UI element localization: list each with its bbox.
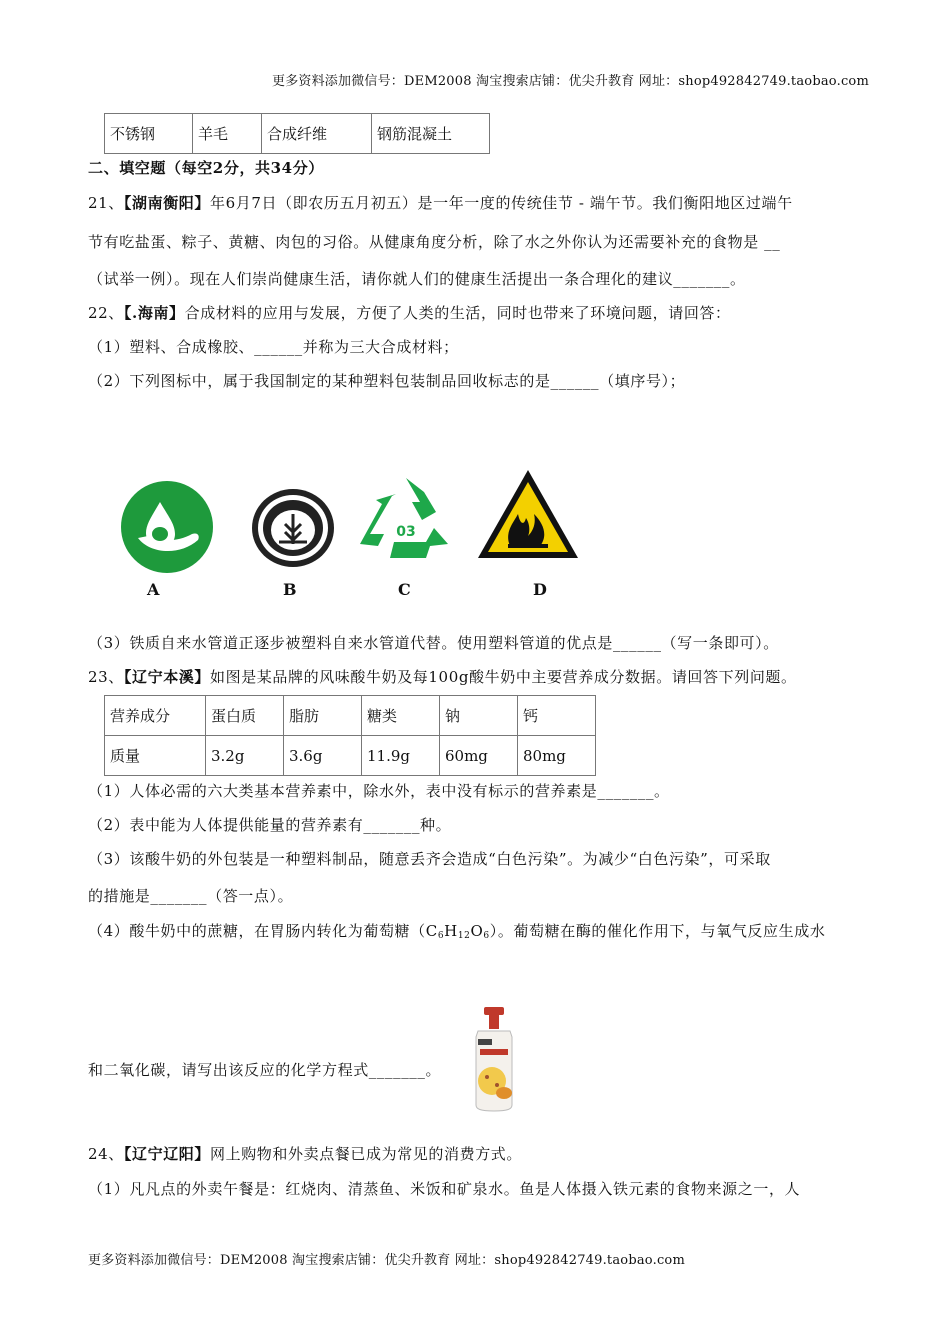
question-22-part3: （3）铁质自来水管道正逐步被塑料自来水管道代替。使用塑料管道的优点是______（写一条即可）。 [88,634,779,652]
question-22-part2: （2）下列图标中，属于我国制定的某种塑料包装制品回收标志的是______（填序号）； [88,372,686,390]
question-21-line1 [88,192,793,213]
question-text: 网上购物和外卖点餐已成为常见的消费方式。 [210,1145,523,1163]
table-header-cell: 钙 [518,696,596,736]
question-23-part1: （1）人体必需的六大类基本营养素中，除水外，表中没有标示的营养素是_______。 [88,782,670,800]
question-number: 22、 [88,304,124,322]
recycle-03-logo-icon [356,472,456,564]
question-number: 23、 [88,668,124,686]
question-24-part1: （1）凡凡点的外卖午餐是：红烧肉、清蒸鱼、米饭和矿泉水。鱼是人体摄入铁元素的食物来源之一，人 [88,1180,801,1198]
question-source: 【辽宁本溪】 [123,668,210,686]
question-text: 年6月7日（即农历五月初五）是一年一度的传统佳节 - 端午节。我们衡阳地区过端午 [210,194,793,212]
water-saving-logo-icon [120,480,214,574]
question-text: 合成材料的应用与发展，方便了人类的生活，同时也带来了环境问题，请回答： [184,304,731,322]
page-footer: 更多资料添加微信号：DEM2008 淘宝搜索店铺：优尖升教育 网址：shop492842749.taobao.com [88,1253,685,1268]
table-cell: 羊毛 [193,114,262,154]
logo-label-c: C [398,580,411,599]
question-22-part1: （1）塑料、合成橡胶、______并称为三大合成材料； [88,338,459,356]
logo-label-b: B [283,580,297,599]
formula-text: O [470,922,484,940]
question-text: 如图是某品牌的风味酸牛奶及每100g酸牛奶中主要营养成分数据。请回答下列问题。 [210,668,797,686]
logo-label-a: A [147,580,160,599]
table-header-cell: 脂肪 [284,696,362,736]
question-number: 21、 [88,194,124,212]
question-23-part3a: （3）该酸牛奶的外包装是一种塑料制品，随意丢齐会造成“白色污染”。为减少“白色污染”，可采取 [88,850,771,868]
table-cell: 80mg [518,736,596,776]
table-cell: 合成纤维 [262,114,372,154]
table-header-cell: 蛋白质 [206,696,284,736]
question-21-line2: 节有吃盐蛋、粽子、黄糖、肉包的习俗。从健康角度分析，除了水之外你认为还需要补充的食物是 __ [88,233,781,251]
question-21-line3: （试举一例）。现在人们崇尚健康生活，请你就人们的健康生活提出一条合理化的建议_______。 [88,270,746,288]
question-source: 【.海南】 [123,304,185,322]
subscript: 6 [437,931,445,941]
table-cell: 3.6g [284,736,362,776]
materials-table [104,113,490,154]
question-23-part2: （2）表中能为人体提供能量的营养素有_______种。 [88,816,452,834]
question-source: 【辽宁辽阳】 [123,1145,210,1163]
table-cell: 3.2g [206,736,284,776]
table-cell: 不锈钢 [105,114,193,154]
yogurt-bottle-image [470,1005,518,1113]
table-header-cell: 营养成分 [105,696,206,736]
section-title: 二、填空题（每空2分，共34分） [88,159,324,177]
formula-text: ）。葡萄糖在酶的催化作用下，与氧气反应生成水 [489,922,826,940]
question-number: 24、 [88,1145,124,1163]
recycle-code: 03 [396,524,416,540]
table-cell: 质量 [105,736,206,776]
question-23-part4a [88,920,825,941]
formula-text: （4）酸牛奶中的蔗糖，在胃肠内转化为葡萄糖（C [88,922,438,940]
question-source: 【湖南衡阳】 [123,194,210,212]
question-22-stem [88,302,731,323]
subscript: 6 [483,931,490,941]
formula-text: H [444,922,458,940]
question-23-part4b: 和二氧化碳，请写出该反应的化学方程式_______。 [88,1061,442,1079]
question-23-stem [88,666,797,687]
table-cell: 60mg [440,736,518,776]
subscript: 12 [457,931,471,941]
grain-seal-logo-icon [251,488,335,568]
flammable-warning-logo-icon [474,466,582,562]
table-header-cell: 糖类 [362,696,440,736]
table-cell: 11.9g [362,736,440,776]
table-cell: 钢筋混凝土 [372,114,490,154]
nutrition-table [104,695,596,776]
page-header: 更多资料添加微信号：DEM2008 淘宝搜索店铺：优尖升教育 网址：shop492842749.taobao.com [272,74,869,89]
question-24-stem [88,1143,522,1164]
table-header-cell: 钠 [440,696,518,736]
question-23-part3b: 的措施是_______（答一点）。 [88,887,294,905]
logo-label-d: D [533,580,547,599]
